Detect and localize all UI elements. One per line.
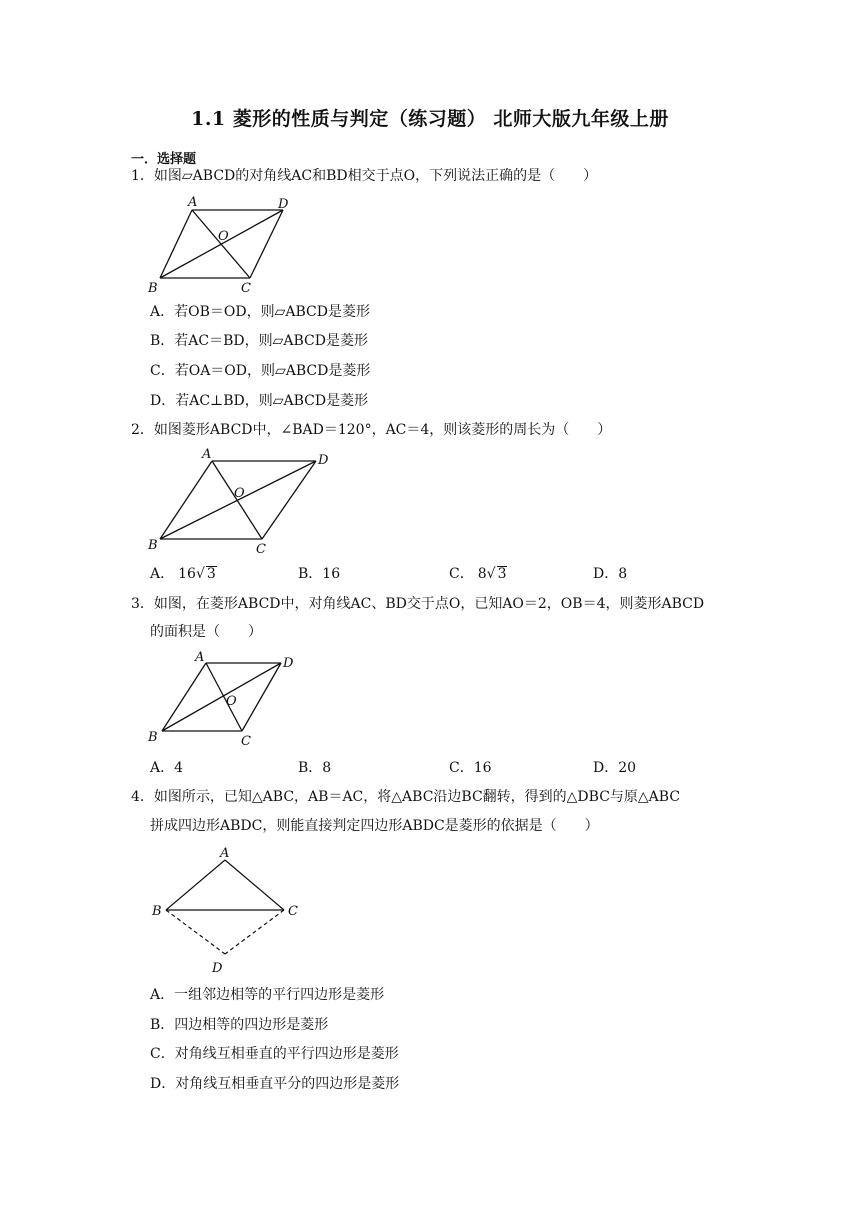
option-a-coefficient: 16 <box>178 566 196 582</box>
question-3-option-a: A．4 <box>150 760 184 776</box>
vertex-label-b: B <box>148 730 158 745</box>
vertex-label-c: C <box>256 542 266 557</box>
vertex-label-d: D <box>283 656 294 671</box>
question-4-stem-line-1: 4．如图所示，已知△ABC，AB＝AC，将△ABC沿边BC翻转，得到的△DBC与原△ABC <box>131 789 681 805</box>
question-3-option-d: D．20 <box>593 760 637 776</box>
question-3-stem-line-1: 3．如图，在菱形ABCD中，对角线AC、BD交于点O，已知AO＝2，OB＝4，则菱形ABCD <box>131 596 705 612</box>
vertex-label-c: C <box>241 281 251 296</box>
section-heading: 一．选择题 <box>131 152 197 167</box>
vertex-label-a: A <box>220 846 230 861</box>
question-2-stem: 2．如图菱形ABCD中，∠BAD＝120°，AC＝4，则该菱形的周长为（ ） <box>131 422 612 438</box>
vertex-label-d: D <box>212 961 223 976</box>
center-label-o: O <box>218 229 229 244</box>
question-4-option-c: C．对角线互相垂直的平行四边形是菱形 <box>150 1046 399 1062</box>
page-title: 1.1 菱形的性质与判定（练习题） 北师大版九年级上册 <box>191 108 669 130</box>
question-1-figure <box>140 190 300 300</box>
vertex-label-d: D <box>318 453 329 468</box>
vertex-label-a: A <box>195 650 205 665</box>
question-3-option-c: C．16 <box>449 760 492 776</box>
option-b-value: 16 <box>322 566 341 582</box>
question-4-stem-line-2: 拼成四边形ABDC，则能直接判定四边形ABDC是菱形的依据是（ ） <box>150 818 599 834</box>
option-b-prefix: B． <box>298 566 323 582</box>
question-2-option-a: A． 16√ 3 <box>150 566 216 582</box>
option-a-radicand: 3 <box>206 566 216 582</box>
vertex-label-b: B <box>148 281 158 296</box>
option-c-prefix: C． <box>449 566 474 582</box>
question-1-stem: 1．如图▱ABCD的对角线AC和BD相交于点O，下列说法正确的是（ ） <box>131 168 598 184</box>
vertex-label-d: D <box>278 197 289 212</box>
question-4-figure <box>140 842 320 977</box>
vertex-label-a: A <box>188 195 198 210</box>
option-a-prefix: A． <box>150 566 175 582</box>
question-4-option-d: D．对角线互相垂直平分的四边形是菱形 <box>150 1076 400 1092</box>
question-2-option-b <box>298 564 340 584</box>
center-label-o: O <box>234 486 245 501</box>
question-1-option-b: B．若AC＝BD，则▱ABCD是菱形 <box>150 333 368 349</box>
option-c-coefficient: 8 <box>477 566 487 582</box>
question-3-figure <box>140 645 310 750</box>
question-4-option-b: B．四边相等的四边形是菱形 <box>150 1017 329 1033</box>
option-c-radicand: 3 <box>497 566 507 582</box>
question-3-stem-line-2: 的面积是（ ） <box>150 624 262 640</box>
center-label-o: O <box>226 694 237 709</box>
question-1-option-c: C．若OA＝OD，则▱ABCD是菱形 <box>150 363 371 379</box>
option-d-value: 8 <box>618 566 628 582</box>
vertex-label-b: B <box>152 904 162 919</box>
option-d-prefix: D． <box>593 566 619 582</box>
vertex-label-b: B <box>148 538 158 553</box>
question-2-option-c: C． 8√ 3 <box>449 566 507 582</box>
question-2-option-d <box>593 564 627 584</box>
vertex-label-c: C <box>241 734 251 749</box>
vertex-label-c: C <box>288 904 298 919</box>
vertex-label-a: A <box>202 447 212 462</box>
question-4-option-a: A．一组邻边相等的平行四边形是菱形 <box>150 987 385 1003</box>
question-3-option-b: B．8 <box>298 760 332 776</box>
question-1-option-d: D．若AC⊥BD，则▱ABCD是菱形 <box>150 393 369 409</box>
question-2-figure <box>140 445 340 560</box>
question-1-option-a: A．若OB＝OD，则▱ABCD是菱形 <box>150 304 370 320</box>
